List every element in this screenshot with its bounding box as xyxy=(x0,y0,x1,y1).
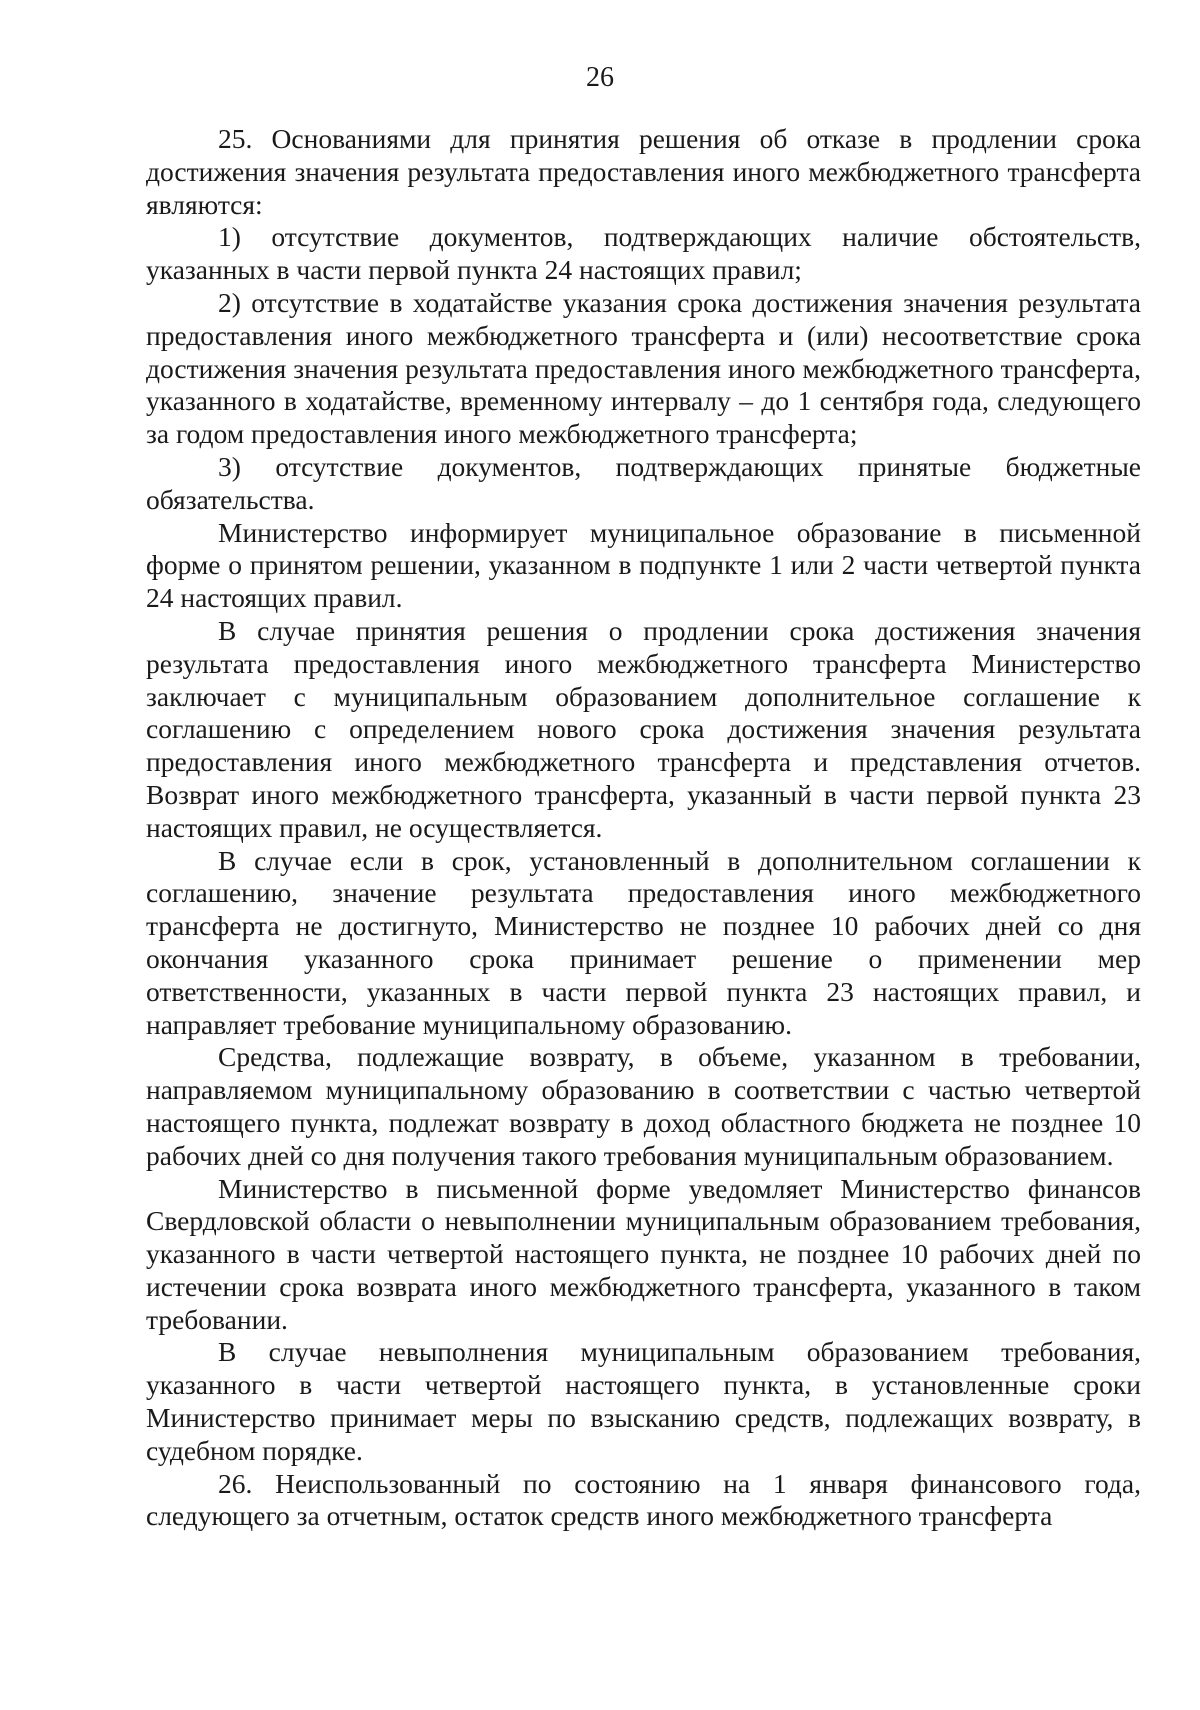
paragraph-26-unused-balance: 26. Неиспользованный по состоянию на 1 января финансового года, следующего за отчетным, остаток средств иного межбюджетного трансферта xyxy=(146,1467,1141,1532)
paragraph-funds-return: Средства, подлежащие возврату, в объеме, указанном в требовании, направляемом муниципальному образованию в соответствии с частью четвертой настоящего пункта, подлежат возврату в доход областного бюджета не позднее 10 рабочих дней со дня получения такого требования муниципальным образованием. xyxy=(146,1041,1141,1171)
paragraph-recovery-measures: В случае невыполнения муниципальным образованием требования, указанного в части четвертой настоящего пункта, в установленные сроки Министерство принимает меры по взысканию средств, подлежащих возврату, в судебном порядке. xyxy=(146,1336,1141,1466)
paragraph-ministry-informs: Министерство информирует муниципальное образование в письменной форме о принятом решении, указанном в подпункте 1 или 2 части четвертой пункта 24 настоящих правил. xyxy=(146,516,1141,614)
page-number: 26 xyxy=(586,62,614,93)
paragraph-finance-ministry-notice: Министерство в письменной форме уведомляет Министерство финансов Свердловской области о невыполнении муниципальным образованием требования, указанного в части четвертой настоящего пункта, не позднее 10 рабочих дней по истечении срока возврата иного межбюджетного трансферта, указанного в таком требовании. xyxy=(146,1172,1141,1335)
paragraph-item-1: 1) отсутствие документов, подтверждающих наличие обстоятельств, указанных в части первой пункта 24 настоящих правил; xyxy=(146,221,1141,286)
paragraph-result-not-achieved: В случае если в срок, установленный в дополнительном соглашении к соглашению, значение результата предоставления иного межбюджетного трансферта не достигнуто, Министерство не позднее 10 рабочих дней со дня окончания указанного срока принимает решение о применении мер ответственности, указанных в части первой пункта 23 настоящих правил, и направляет требование муниципальному образованию. xyxy=(146,844,1141,1040)
paragraph-25-intro: 25. Основаниями для принятия решения об отказе в продлении срока достижения значения результата предоставления иного межбюджетного трансферта являются: xyxy=(146,123,1141,220)
document-body xyxy=(146,123,1141,1533)
paragraph-item-2: 2) отсутствие в ходатайстве указания срока достижения значения результата предоставления иного межбюджетного трансферта и (или) несоответствие срока достижения значения результата предоставления иного межбюджетного трансферта, указанного в ходатайстве, временному интервалу – до 1 сентября года, следующего за годом предоставления иного межбюджетного трансферта; xyxy=(146,286,1141,450)
paragraph-extension-agreement: В случае принятия решения о продлении срока достижения значения результата предоставления иного межбюджетного трансферта Министерство заключает с муниципальным образованием дополнительное соглашение к соглашению с определением нового срока достижения значения результата предоставления иного межбюджетного трансферта и представления отчетов. Возврат иного межбюджетного трансферта, указанный в части первой пункта 23 настоящих правил, не осуществляется. xyxy=(146,614,1141,843)
paragraph-item-3: 3) отсутствие документов, подтверждающих принятые бюджетные обязательства. xyxy=(146,450,1141,515)
